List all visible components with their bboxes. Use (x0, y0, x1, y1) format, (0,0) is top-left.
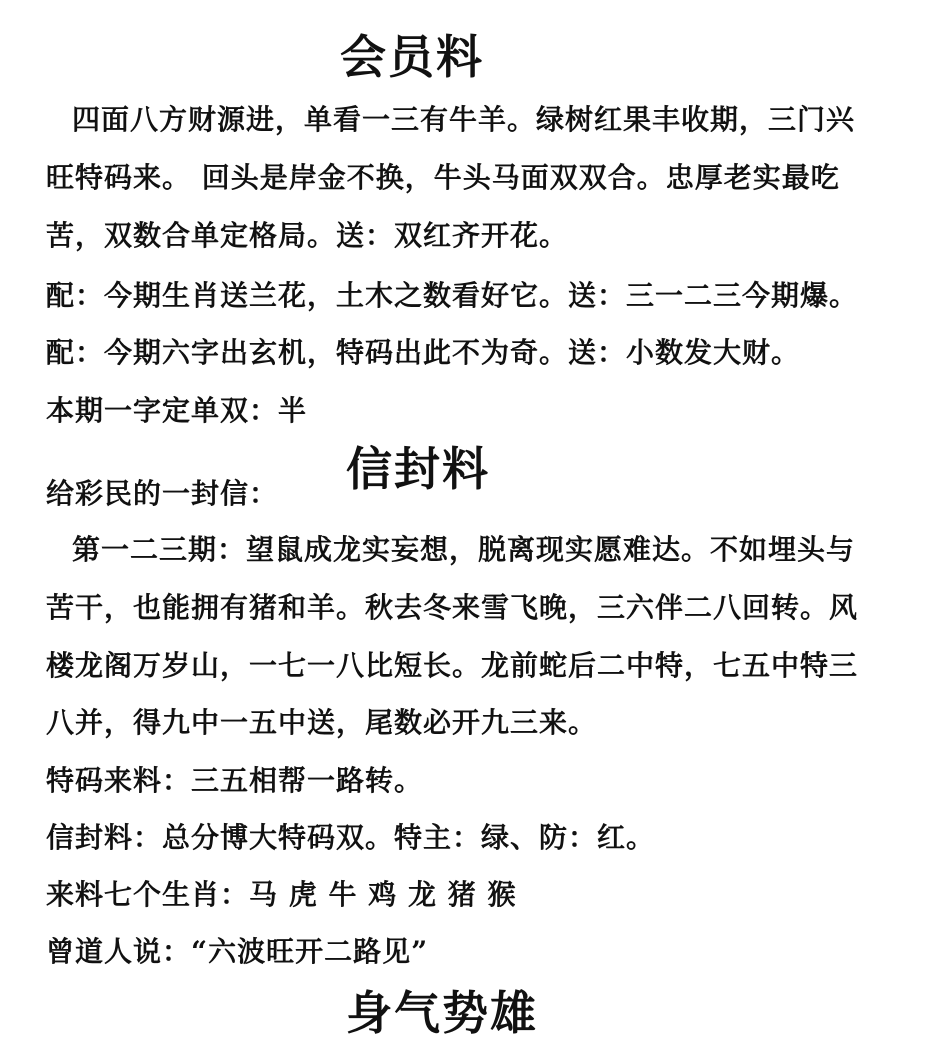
member-section-title: 会员料 (340, 30, 484, 84)
letter-line-2: 苦干，也能拥有猪和羊。秋去冬来雪飞晚，三六伴二八回转。风 (46, 591, 859, 624)
letter-intro: 给彩民的一封信： (46, 477, 279, 510)
member-line-1: 四面八方财源进，单看一三有牛羊。绿树红果丰收期，三门兴 (72, 103, 856, 136)
member-line-5: 配：今期六字出玄机，特码出此不为奇。送：小数发大财。 (46, 336, 801, 369)
member-line-6: 本期一字定单双：半 (46, 394, 308, 427)
bottom-section-title: 身气势雄 (346, 986, 538, 1040)
letter-line-3: 楼龙阁万岁山，一七一八比短长。龙前蛇后二中特，七五中特三 (46, 649, 859, 682)
letter-line-8: 曾道人说：“六波旺开二路见” (46, 935, 429, 968)
letter-line-7: 来料七个生肖：马 虎 牛 鸡 龙 猪 猴 (46, 878, 517, 911)
letter-section-title: 信封料 (346, 442, 490, 496)
letter-line-4: 八并，得九中一五中送，尾数必开九三来。 (46, 706, 598, 739)
member-line-3: 苦，双数合单定格局。送：双红齐开花。 (46, 219, 569, 252)
member-line-2: 旺特码来。 回头是岸金不换，牛头马面双双合。忠厚老实最吃 (46, 161, 840, 194)
letter-line-6: 信封料：总分博大特码双。特主：绿、防：红。 (46, 821, 656, 854)
letter-line-1: 第一二三期：望鼠成龙实妄想，脱离现实愿难达。不如埋头与 (72, 533, 856, 566)
letter-line-5: 特码来料：三五相帮一路转。 (46, 764, 424, 797)
member-line-4: 配：今期生肖送兰花，土木之数看好它。送：三一二三今期爆。 (46, 279, 859, 312)
